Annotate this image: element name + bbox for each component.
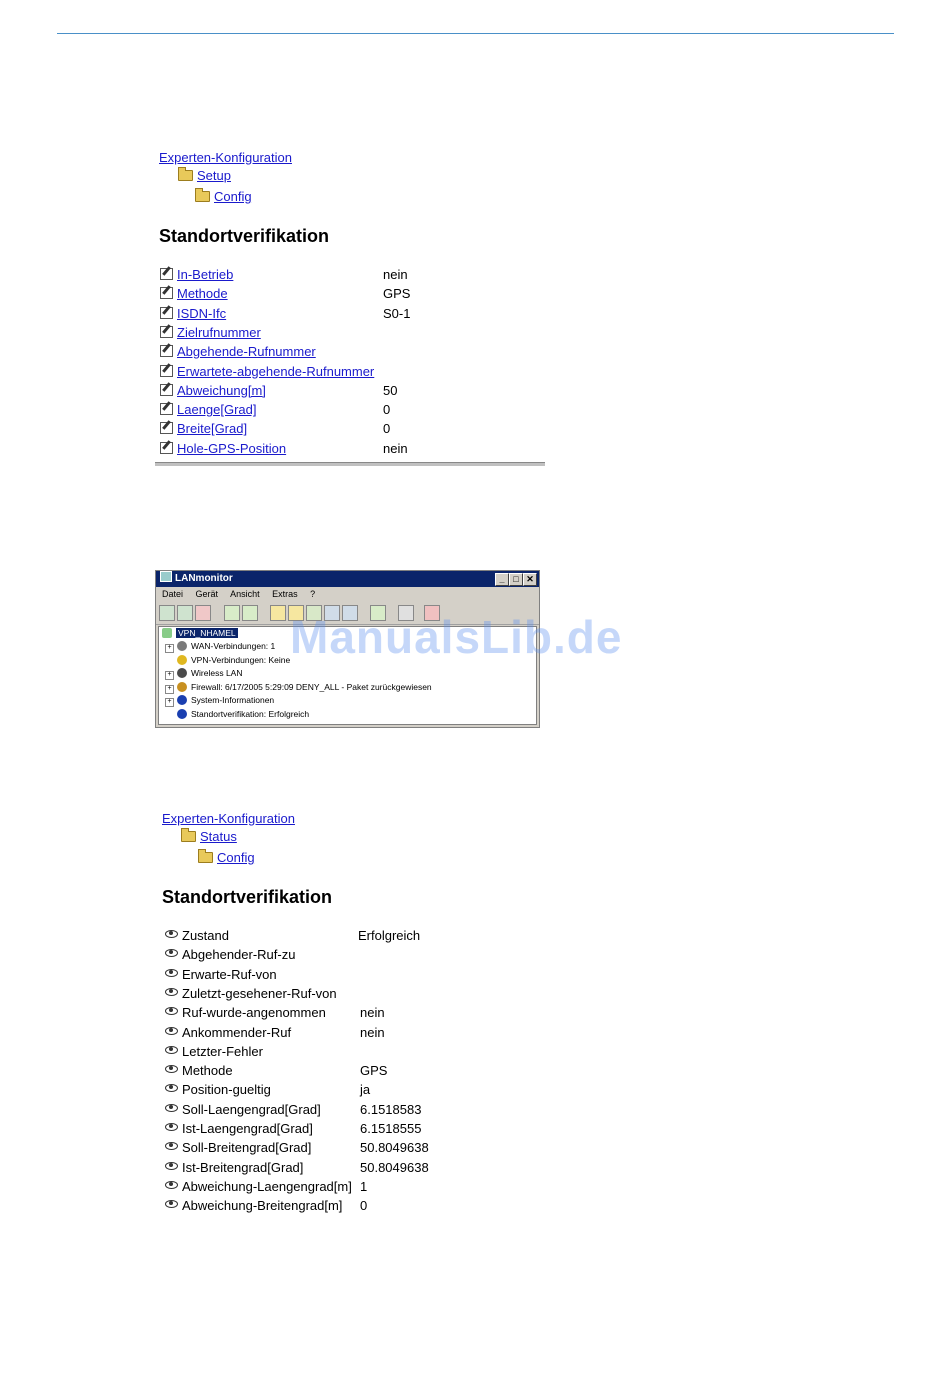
eye-icon [165,1046,178,1054]
eye-icon [165,1007,178,1015]
status-row-label: Ankommender-Ruf [182,1024,292,1040]
menu-geraet[interactable]: Gerät [195,589,219,599]
status-row [165,1061,388,1080]
menu-extras[interactable]: Extras [272,589,298,599]
folder-icon [198,852,213,863]
status-row [165,1003,385,1022]
eye-icon [165,1104,178,1112]
window-titlebar[interactable] [156,571,539,587]
minimize-button[interactable]: _ [495,573,509,586]
tree-item-label[interactable]: WAN-Verbindungen: 1 [191,641,276,651]
status-row [165,945,295,964]
setup-row[interactable] [160,400,391,419]
status-row-value: 1 [360,1178,368,1194]
status-row-label: Zustand [182,928,229,943]
device-remove-icon[interactable] [242,605,258,621]
setup-row-label[interactable]: Breite[Grad] [177,421,248,437]
setup-row-value: 50 [383,382,398,398]
setup-row[interactable] [160,342,316,361]
tree-item[interactable] [165,640,275,653]
setup-row[interactable] [160,419,391,438]
edit-icon [160,365,173,377]
setup-row-label[interactable]: Abweichung[m] [177,382,266,398]
tree-item[interactable] [165,681,432,694]
edit-icon [160,287,173,299]
edit-icon [160,403,173,415]
tree-root-label[interactable]: VPN_NHAMEL [178,628,236,638]
status-row-value: Erfolgreich [358,928,421,943]
status-row-value: 6.1518555 [360,1121,422,1136]
tree-item[interactable] [165,654,290,667]
status-row [165,984,337,1003]
breadcrumb-link[interactable]: Config [217,850,255,865]
status-row [165,1177,368,1196]
page-title: Standortverifikation [162,887,333,907]
status-row-label: Abweichung-Breitengrad[m] [182,1198,343,1214]
setup-row-value: 0 [383,421,391,437]
setup-row-value: S0-1 [383,305,411,321]
setup-row-label[interactable]: Abgehende-Rufnummer [177,344,316,360]
setup-row-value: nein [383,440,408,456]
status-row-label: Methode [182,1063,233,1079]
breadcrumb-link[interactable]: Experten-Konfiguration [162,811,295,826]
tree-item[interactable] [165,694,274,707]
status-row [165,1042,263,1061]
status-row-label: Ist-Laengengrad[Grad] [182,1121,313,1136]
edit-icon [160,345,173,357]
breadcrumb-experten-konfiguration[interactable] [162,811,295,827]
status-row-label: Letzter-Fehler [182,1043,263,1059]
disconnect-icon[interactable] [195,605,211,621]
eye-icon [165,1162,178,1170]
edit-icon [160,268,173,280]
page-title: Standortverifikation [159,226,330,246]
setup-row[interactable] [160,323,261,342]
status-row-label: Abweichung-Laengengrad[m] [182,1178,352,1194]
setup-row[interactable] [160,304,411,323]
setup-row-value: 0 [383,402,391,418]
status-row-value: 6.1518583 [360,1101,422,1117]
status-row-label: Position-gueltig [182,1082,271,1098]
expand-icon[interactable]: + [165,685,174,694]
setup-row-label[interactable]: ISDN-Ifc [177,305,227,321]
menu-help[interactable]: ? [310,589,316,599]
status-row [165,1158,429,1177]
setup-row[interactable] [160,265,408,284]
expand-icon[interactable]: + [165,644,174,653]
tree-item-label[interactable]: Firewall: 6/17/2005 5:29:09 DENY_ALL - Paket zurückgewiesen [191,681,432,692]
setup-row-value: nein [383,267,408,282]
status-row-label: Erwarte-Ruf-von [182,966,277,982]
status-row-label: Ist-Breitengrad[Grad] [182,1159,304,1175]
window-title: LANmonitor [175,573,233,584]
setup-row-label[interactable]: Laenge[Grad] [177,402,257,418]
breadcrumb-experten-konfiguration[interactable] [159,150,292,166]
status-row-value: 0 [360,1198,368,1214]
tree-item-label[interactable]: Wireless LAN [191,668,243,678]
folder-icon [181,831,196,842]
wireless-icon [177,668,187,678]
eye-icon [165,1200,178,1208]
close-button[interactable]: ✕ [523,573,537,586]
expand-icon[interactable]: + [165,671,174,680]
eye-icon [165,1142,178,1150]
setup-row-label[interactable]: In-Betrieb [177,267,234,282]
status-row [165,1196,368,1215]
breadcrumb-link[interactable]: Experten-Konfiguration [159,150,292,165]
setup-row[interactable] [160,439,408,458]
edit-icon [160,422,173,434]
eye-icon [165,1084,178,1092]
status-row [165,1100,422,1119]
eye-icon [165,1123,178,1131]
tree-item-label[interactable]: VPN-Verbindungen: Keine [191,654,291,665]
tree-item-label[interactable]: System-Informationen [191,695,275,705]
breadcrumb-config[interactable] [198,850,255,866]
watermark: ManualsLib.de [290,611,623,663]
setup-row-value: GPS [383,286,411,302]
breadcrumb-status[interactable] [181,829,237,845]
eye-icon [165,949,178,957]
status-row-value: nein [360,1005,385,1021]
divider [155,462,545,466]
breadcrumb-setup[interactable] [178,168,231,184]
status-row-label: Zuletzt-gesehener-Ruf-von [182,985,337,1001]
status-row [165,1119,422,1138]
router-icon [162,628,172,638]
status-row-value: nein [360,1024,385,1040]
folder-icon [178,170,193,181]
status-row [165,1080,371,1099]
status-row-value: GPS [360,1063,388,1079]
app-icon [160,571,172,582]
status-row-label: Soll-Breitengrad[Grad] [182,1140,312,1156]
firewall-icon [177,682,187,692]
folder-icon [195,191,210,202]
device-add-icon[interactable] [224,605,240,621]
status-row-label: Ruf-wurde-angenommen [182,1005,326,1021]
setup-row[interactable] [160,284,411,303]
status-row [165,926,421,945]
setup-row-label[interactable]: Zielrufnummer [177,324,261,340]
info-icon [177,709,187,719]
breadcrumb-link[interactable]: Config [214,189,252,204]
setup-row-label[interactable]: Methode [177,286,228,302]
tree-item-label[interactable]: Standortverifikation: Erfolgreich [191,708,310,719]
breadcrumb-config[interactable] [195,189,252,205]
expand-icon[interactable]: + [165,698,174,707]
tree-item[interactable] [165,667,242,680]
setup-row[interactable] [160,362,374,381]
refresh-icon[interactable] [177,605,193,621]
info-icon [177,695,187,705]
edit-icon [160,442,173,454]
breadcrumb-link[interactable]: Setup [197,168,231,183]
lock-icon [177,655,187,665]
status-row [165,965,277,984]
setup-row[interactable] [160,381,398,400]
eye-icon [165,1027,178,1035]
lock-icon[interactable] [270,605,286,621]
status-row-value: 50.8049638 [360,1140,429,1156]
eye-icon [165,1065,178,1073]
status-row [165,1023,385,1042]
eye-icon [165,988,178,996]
menubar [156,587,539,602]
status-row-label: Soll-Laengengrad[Grad] [182,1101,321,1117]
edit-icon [160,384,173,396]
setup-row-label[interactable]: Hole-GPS-Position [177,440,287,456]
status-row-value: 50.8049638 [360,1159,429,1175]
menu-ansicht[interactable]: Ansicht [230,589,260,599]
maximize-button[interactable]: □ [509,573,523,586]
menu-datei[interactable]: Datei [162,589,184,599]
top-rule [57,33,894,34]
edit-icon [160,307,173,319]
setup-row-label[interactable]: Erwartete-abgehende-Rufnummer [177,363,375,379]
connect-icon[interactable] [159,605,175,621]
breadcrumb-link[interactable]: Status [200,829,237,844]
status-row-label: Abgehender-Ruf-zu [182,947,296,963]
tree-item[interactable] [165,708,309,721]
eye-icon [165,969,178,977]
edit-icon [160,326,173,338]
eye-icon [165,1181,178,1189]
eye-icon [165,930,178,938]
status-row-value: ja [360,1082,371,1098]
wan-icon [177,641,187,651]
status-row [165,1138,429,1157]
tree-root[interactable] [162,627,238,640]
